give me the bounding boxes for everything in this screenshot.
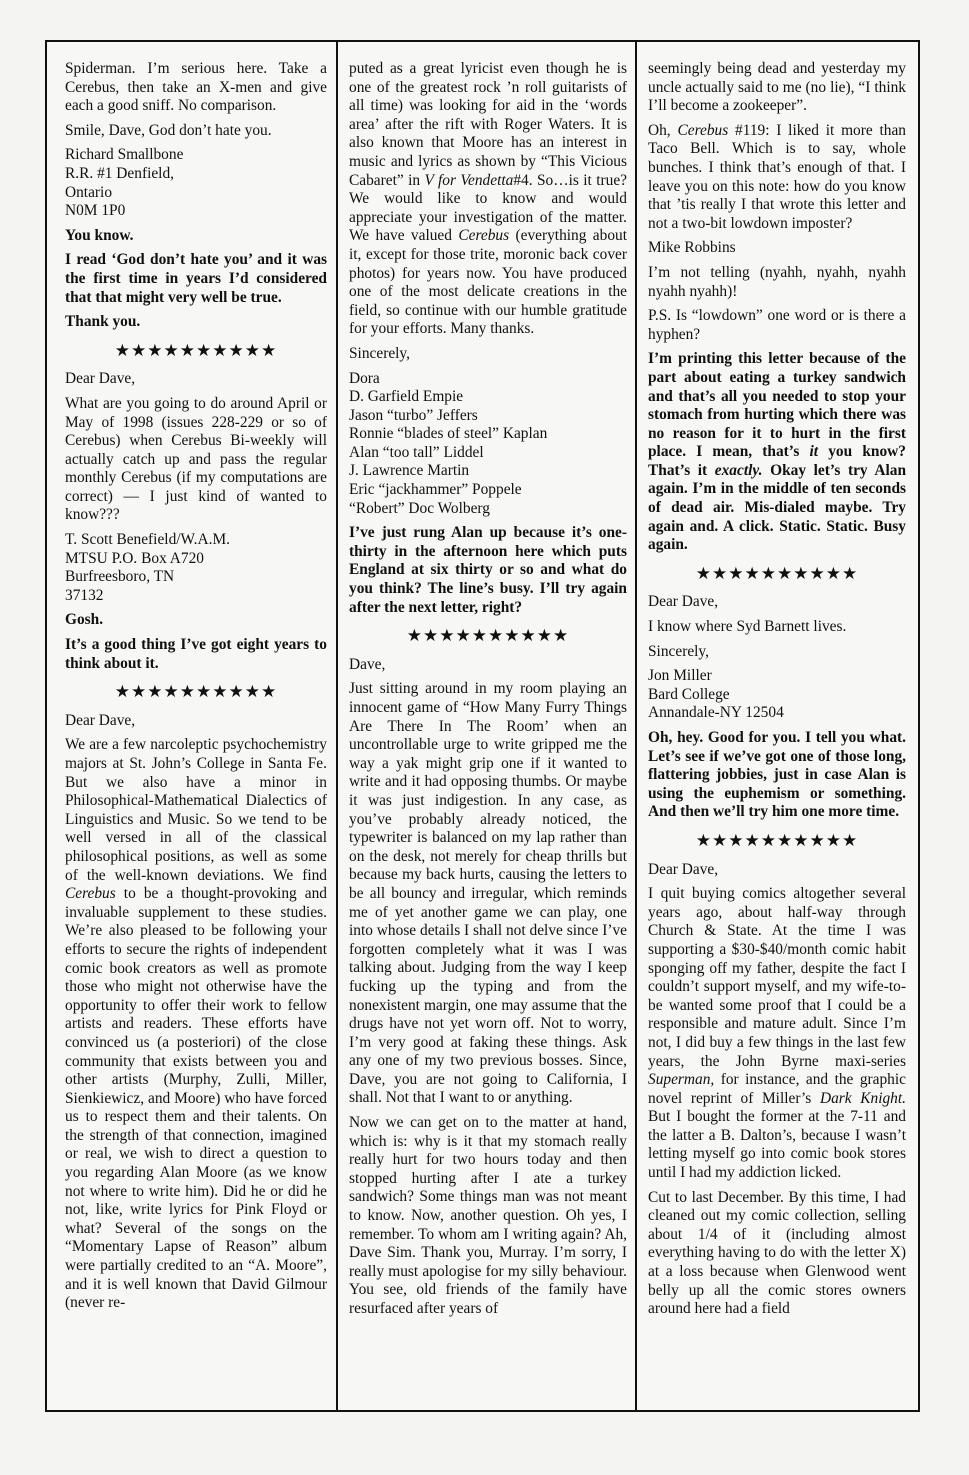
text-run: I’m printing this letter because of the part about eating a turkey sandwich and that’s all you needed to stop your stomach from hurting which there was no reason for it to hurt in the first place. I mean, that’s <box>648 350 906 461</box>
letter-greeting: Dave, <box>349 655 386 673</box>
signature-line: Ontario <box>65 183 113 201</box>
signature-line: 37132 <box>65 586 104 604</box>
italic-title: Cerebus <box>458 227 510 245</box>
text-run: Oh, <box>648 121 671 139</box>
signature-line: Bard College <box>648 685 730 703</box>
signature-line: Jon Miller <box>648 667 712 685</box>
signature-line: Jason “turbo” Jeffers <box>349 406 478 424</box>
editor-response: Thank you. <box>65 313 141 331</box>
text-run: you know? That’s it <box>648 443 906 479</box>
signature-line: “Robert” Doc Wolberg <box>349 499 490 517</box>
star-separator: ★★★★★★★★★★ <box>406 626 570 646</box>
letter-text <box>349 60 627 339</box>
column-3 <box>648 60 906 1402</box>
text-run: But I bought the former at the 7-11 and the latter a B. Dalton’s, because I wasn’t letting myself go into comic book stores until I had my addiction licked. <box>648 1108 906 1182</box>
letter-text: P.S. Is “lowdown” one word or is there a hyphen? <box>648 307 906 343</box>
signature-line: Eric “jackhammer” Poppele <box>349 481 522 499</box>
text-run: for instance, and the graphic novel reprint of Miller’s <box>648 1071 906 1107</box>
column-2 <box>349 60 627 1402</box>
editor-response: I’ve just rung Alan up because it’s one-thirty in the afternoon here which puts England at six thirty or so and what do you think? The line’s busy. I’ll try again after the next letter, right? <box>349 524 627 616</box>
star-separator: ★★★★★★★★★★ <box>114 340 278 360</box>
text-run: #119: I liked it more than Taco Bell. Which is to say, whole bunches. I think that’s enough of that. I leave you on this note: how do you know that ’tis really I that wrote this letter and not a two-bit lowdown imposter? <box>648 121 906 232</box>
italic-title: Cerebus <box>677 121 729 139</box>
column-divider-1 <box>336 42 338 1410</box>
letter-text <box>648 122 906 234</box>
letter-greeting: Dear Dave, <box>65 711 136 729</box>
italic-word: it <box>809 443 819 461</box>
letter-text <box>648 885 906 1183</box>
signature-line: Mike Robbins <box>648 239 736 257</box>
letter-text: What are you going to do around April or May of 1998 (issues 228-229 or so of Cerebus) when Cerebus Bi-weekly will actually catch up and pass the regular monthly Cerebus (if my computations are correct) — I just kind of wanted to know??? <box>65 394 327 524</box>
signature-line: Alan “too tall” Liddel <box>349 443 484 461</box>
signature-block <box>65 146 327 220</box>
italic-title: Cerebus <box>65 885 116 903</box>
editor-response: Gosh. <box>65 611 104 629</box>
star-separator: ★★★★★★★★★★ <box>114 682 278 702</box>
star-separator: ★★★★★★★★★★ <box>695 830 859 850</box>
text-run: to be a thought-provoking and invaluable supplement to these studies. We’re also pleased to be following your efforts to secure the rights of independent comic book creators as well as promote those who might not otherwise have the opportunity to offer their work to fellow artists and readers. These efforts have convinced us (a posteriori) of the close community that exists between you and other artists (Murphy, Zulli, Miller, Sienkiewicz, and Moore) who have forced us to respect them and their talents. On the strength of that connection, imagined or real, we wish to direct a question to you regarding Alan Moore (as we know not where to write him). Did he or did he not, like, write lyrics for Pink Floyd or what? Several of the songs on the “Momentary Lapse of Reason” album were partially credited to an “A. Moore”, and it is well known that David Gilmour (never re- <box>65 885 327 1312</box>
letter-text: Cut to last December. By this time, I had cleaned out my comic collection, selling about 1/4 of it (including almost everything having to do with the letter X) at a loss because when Glenwood went belly up all the comic stores owners around here had a field <box>648 1188 906 1318</box>
column-1 <box>65 60 327 1402</box>
text-run: Okay let’s try Alan again. I’m in the middle of ten seconds of dead air. Mis-dialed maybe. Try again and. A click. Static. Static. Busy again. <box>648 461 906 554</box>
letter-text: I know where Syd Barnett lives. <box>648 618 847 636</box>
letter-text: Spiderman. I’m serious here. Take a Cerebus, then take an X-men and give each a good sniff. No comparison. <box>65 60 327 115</box>
star-separator: ★★★★★★★★★★ <box>695 563 859 583</box>
signature-line: MTSU P.O. Box A720 <box>65 549 204 567</box>
signature-line: N0M 1P0 <box>65 202 126 220</box>
signature-line: Dora <box>349 369 380 387</box>
editor-response: Oh, hey. Good for you. I tell you what. Let’s see if we’ve got one of those long, flattering jobbies, just in case Alan is using the euphemism or something. And then we’ll try him one more time. <box>648 729 906 821</box>
signature-block <box>65 531 327 605</box>
letter-text <box>65 736 327 1312</box>
column-divider-2 <box>635 42 637 1410</box>
signature-line: Ronnie “blades of steel” Kaplan <box>349 425 548 443</box>
letter-closing: Sincerely, <box>648 642 709 660</box>
signature-block <box>648 667 906 723</box>
signature-line: Annandale-NY 12504 <box>648 704 784 722</box>
editor-response <box>648 350 906 555</box>
text-run: puted as a great lyricist even though he is one of the greatest rock ’n roll guitarists of all time) was looking for aid in the ‘words area’ after the rift with Roger Waters. It is also known that Moore has an interest in music and lyrics as shown by “This Vicious Cabaret” in <box>349 60 627 189</box>
signature-line: Burfreesboro, TN <box>65 568 175 586</box>
letter-greeting: Dear Dave, <box>648 860 719 878</box>
italic-title: Superman, <box>648 1071 715 1089</box>
letter-greeting: Dear Dave, <box>648 593 719 611</box>
letter-closing: Sincerely, <box>349 344 410 362</box>
editor-response: I read ‘God don’t hate you’ and it was the first time in years I’d considered that that might very well be true. <box>65 251 327 306</box>
letter-text: Just sitting around in my room playing an innocent game of “How Many Furry Things Are There In The Room’ when an uncontrollable urge to write gripped me the way a yak might grip one if it wanted to write and it had opposing thumbs. Or maybe it was just indigestion. In any case, as you’ve probably already noticed, the typewriter is balanced on my lap rather than on the desk, not merely for cheap thrills but because my back hurts, causing the letters to be all bouncy and irregular, which reminds me of yet another game we can play, one into whose details I shall not delve since I’ve forgotten completely what it was I was talking about. Judging from the way I keep fucking up the typing and from the nonexistent margin, one may assume that the drugs have not yet worn off. Not to worry, I’m very good at faking these things. Ask any one of my two previous bosses. Since, Dave, you are not going to California, I shall. Not that I want to or anything. <box>349 680 627 1107</box>
italic-word: exactly. <box>714 461 763 479</box>
signature-line: Richard Smallbone <box>65 146 184 164</box>
letter-text: Smile, Dave, God don’t hate you. <box>65 121 272 139</box>
text-run: #4. So…is it true? We would like to know and would appreciate your investigation of the matter. We have valued <box>349 171 627 245</box>
italic-title: Dark Knight. <box>819 1089 906 1107</box>
signature-line: T. Scott Benefield/W.A.M. <box>65 531 230 549</box>
letter-greeting: Dear Dave, <box>65 370 136 388</box>
letters-page-frame <box>45 40 920 1412</box>
signature-line: J. Lawrence Martin <box>349 462 470 480</box>
text-run: We are a few narcoleptic psychochemistry majors at St. John’s College in Santa Fe. But we also have a minor in Philosophical-Mathematical Dialectics of Linguistics and Music. So we tend to be well versed in all of the classical philosophical positions, as well as some of the well-known deviations. We find <box>65 736 327 884</box>
signature-line: D. Garfield Empie <box>349 388 464 406</box>
signature-line: R.R. #1 Denfield, <box>65 164 175 182</box>
signature-block <box>349 370 627 519</box>
text-run: (everything about it, except for those trite, moronic back cover photos) for years now. You have produced one of the most delicate creations in the field, so continue with our humble gratitude for your efforts. Many thanks. <box>349 227 627 338</box>
letter-text: I’m not telling (nyahh, nyahh, nyahh nyahh nyahh)! <box>648 263 906 300</box>
italic-title: V for Vendetta <box>424 171 514 189</box>
editor-response: You know. <box>65 226 134 244</box>
letter-text: Now we can get on to the matter at hand, which is: why is it that my stomach really really hurt for two hours today and then stopped hurting after I ate a turkey sandwich? Some things man was not meant to know. Now, another question. Oh yes, I remember. To whom am I writing again? Ah, Dave Sim. Thank you, Murray. I’m sorry, I really must apologise for my silly behaviour. You see, old friends of the family have resurfaced after years of <box>349 1114 627 1317</box>
text-run: I quit buying comics altogether several years ago, about half-way through Church & State. At the time I was supporting a $30-$40/month comic habit sponging off my father, despite the fact I couldn’t support myself, and my wife-to-be wanted some proof that I could be a responsible and mature adult. Since I’m not, I did buy a few things in the last few years, the John Byrne maxi-series <box>648 885 906 1070</box>
editor-response: It’s a good thing I’ve got eight years to think about it. <box>65 636 327 672</box>
letter-text: seemingly being dead and yesterday my uncle actually said to me (no lie), “I think I’ll become a zookeeper”. <box>648 60 906 115</box>
